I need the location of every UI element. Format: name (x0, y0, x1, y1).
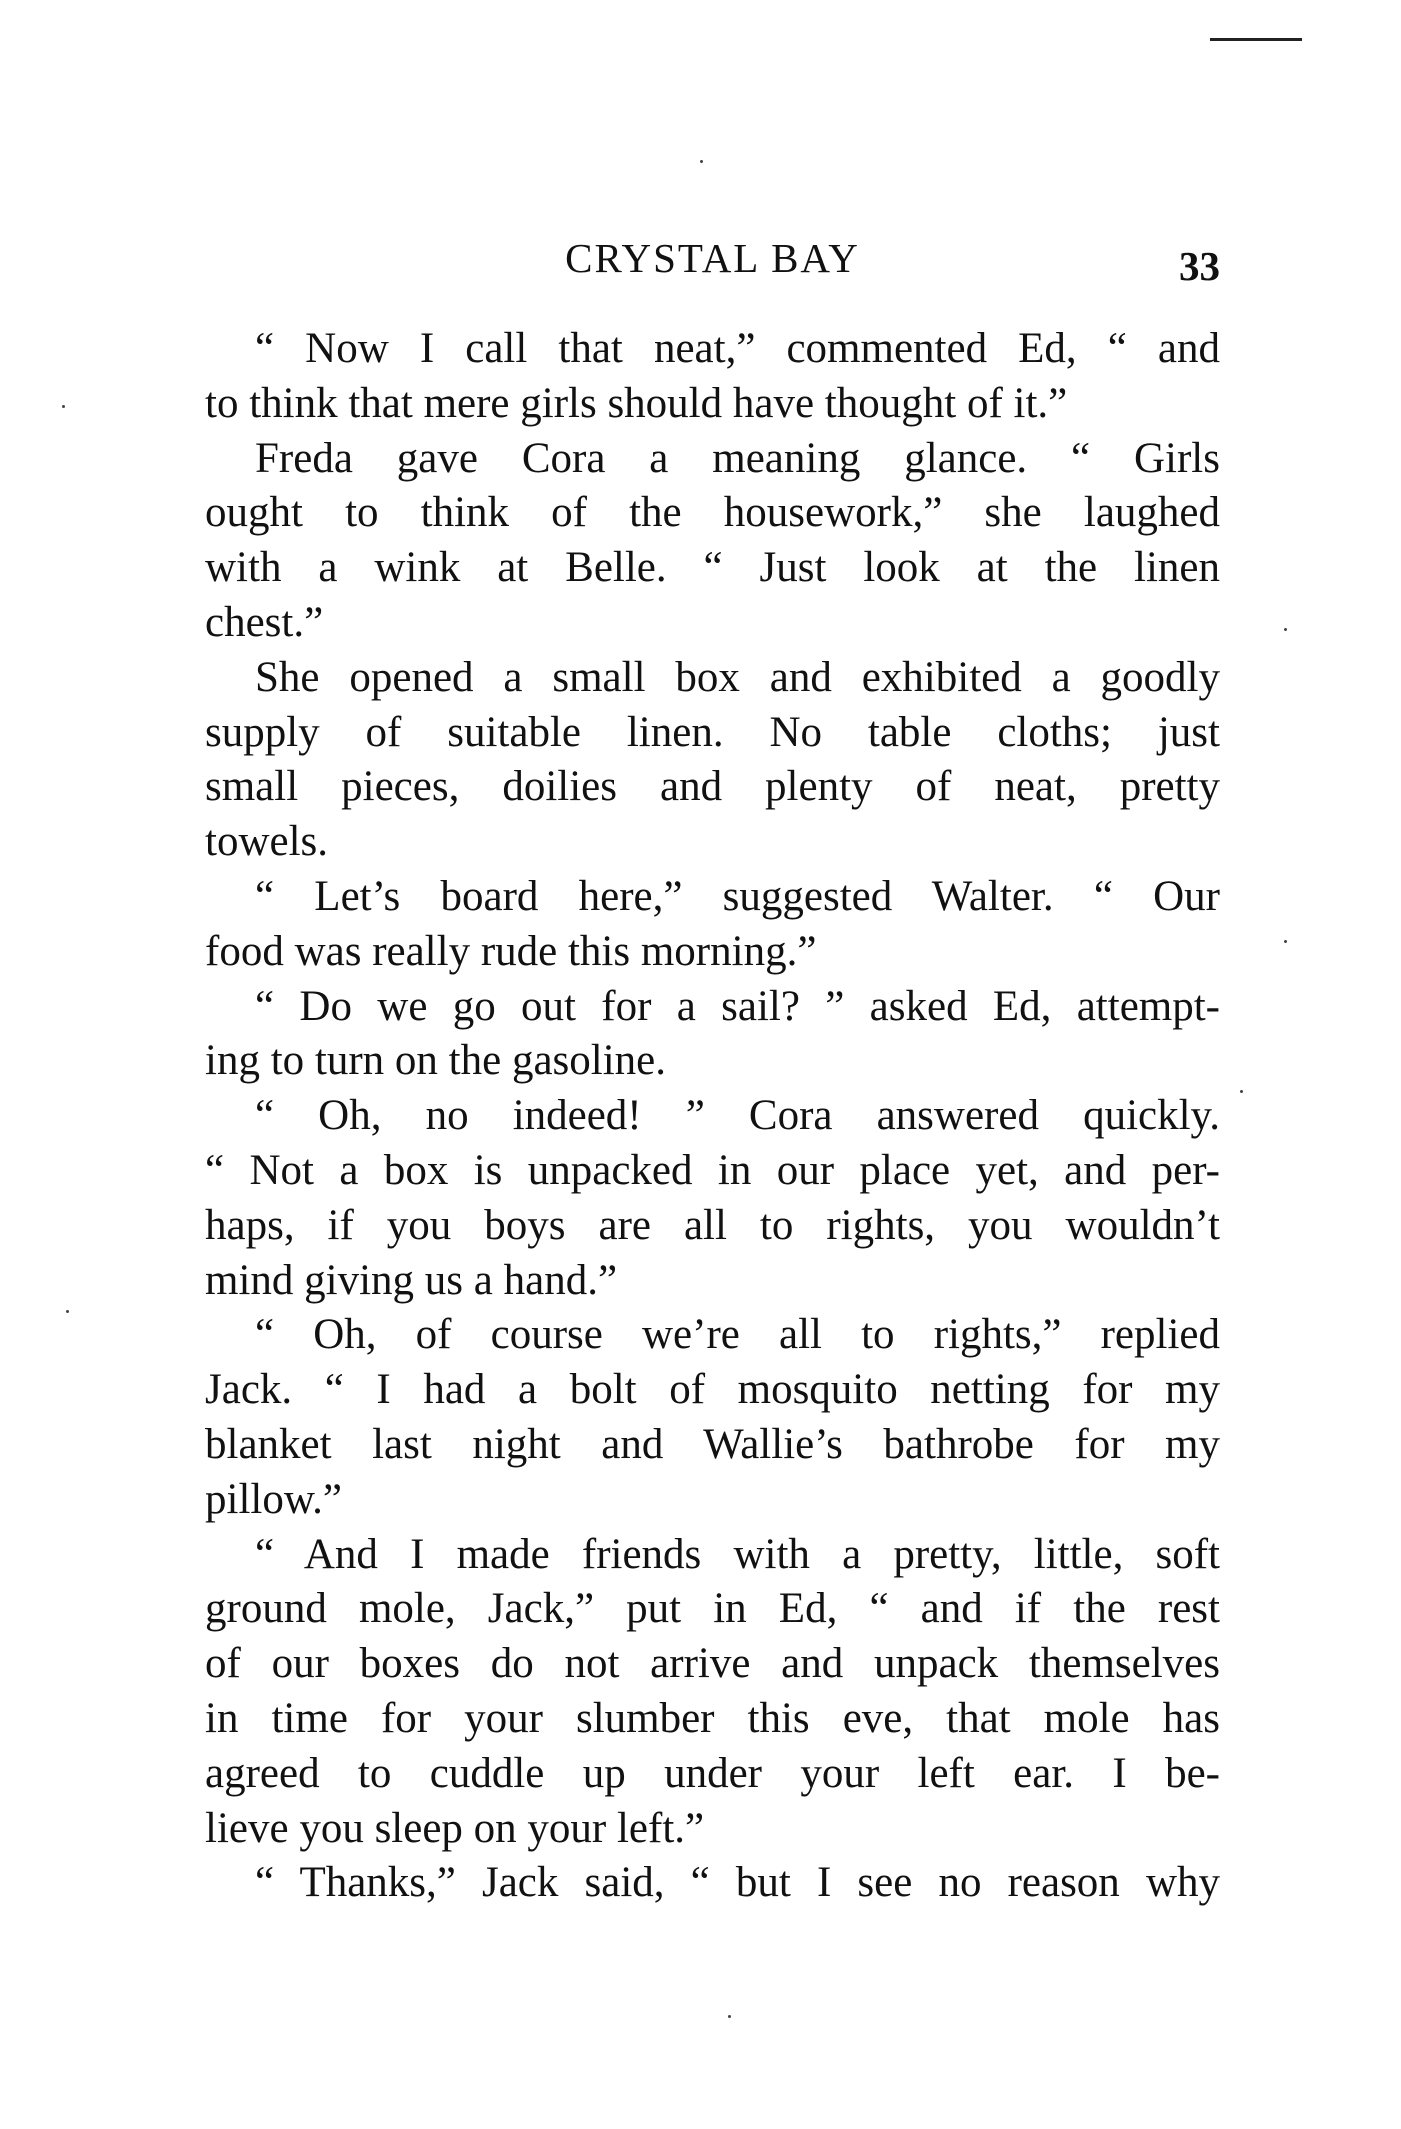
text-line: ing to turn on the gasoline. (205, 1037, 666, 1085)
print-speck (1240, 1090, 1243, 1093)
text-line: “ Oh, no indeed! ” Cora answered quickly. (255, 1092, 1220, 1140)
text-line: “ And I made friends with a pretty, little, soft (255, 1530, 1220, 1578)
text-line: “ Now I call that neat,” commented Ed, “ and (255, 325, 1220, 372)
text-line: to think that mere girls should have thought of it.” (205, 379, 1068, 427)
text-line: haps, if you boys are all to rights, you wouldn’t (205, 1201, 1220, 1249)
body-text (205, 322, 1220, 1911)
print-speck (700, 160, 703, 163)
text-line: food was really rude this morning.” (205, 927, 817, 975)
text-line: blanket last night and Wallie’s bathrobe for my (205, 1420, 1220, 1468)
running-head: CRYSTAL BAY (565, 235, 860, 281)
text-line: of our boxes do not arrive and unpack themselves (205, 1640, 1220, 1688)
text-line: lieve you sleep on your left.” (205, 1804, 705, 1852)
print-speck (1284, 940, 1287, 943)
text-line: “ Oh, of course we’re all to rights,” replied (255, 1311, 1220, 1359)
text-line: ground mole, Jack,” put in Ed, “ and if the rest (205, 1585, 1220, 1633)
print-speck (62, 405, 65, 408)
page-header (205, 228, 1220, 288)
text-line: “ Do we go out for a sail? ” asked Ed, attempt- (255, 982, 1220, 1030)
print-speck (1284, 628, 1287, 631)
print-speck (66, 1310, 69, 1313)
text-line: She opened a small box and exhibited a goodly (255, 653, 1220, 701)
text-line: Jack. “ I had a bolt of mosquito netting for my (205, 1366, 1220, 1414)
text-line: Freda gave Cora a meaning glance. “ Girls (255, 434, 1220, 482)
print-speck (728, 2015, 731, 2018)
text-line: with a wink at Belle. “ Just look at the linen (205, 544, 1220, 592)
text-line: pillow.” (205, 1475, 342, 1523)
text-line: ought to think of the housework,” she laughed (205, 489, 1220, 537)
text-line: chest.” (205, 598, 324, 646)
text-line: towels. (205, 818, 329, 866)
text-line: “ Let’s board here,” suggested Walter. “ Our (255, 872, 1220, 920)
text-line: supply of suitable linen. No table cloths; just (205, 708, 1220, 756)
text-line: “ Thanks,” Jack said, “ but I see no reason why (255, 1859, 1220, 1907)
corner-rule-mark (1210, 38, 1302, 41)
text-line: small pieces, doilies and plenty of neat, pretty (205, 763, 1220, 811)
text-line: mind giving us a hand.” (205, 1256, 618, 1304)
page-number: 33 (1179, 243, 1220, 289)
text-line: agreed to cuddle up under your left ear. I be- (205, 1749, 1220, 1797)
text-line: in time for your slumber this eve, that mole has (205, 1694, 1220, 1742)
text-line: “ Not a box is unpacked in our place yet, and per- (205, 1146, 1220, 1194)
